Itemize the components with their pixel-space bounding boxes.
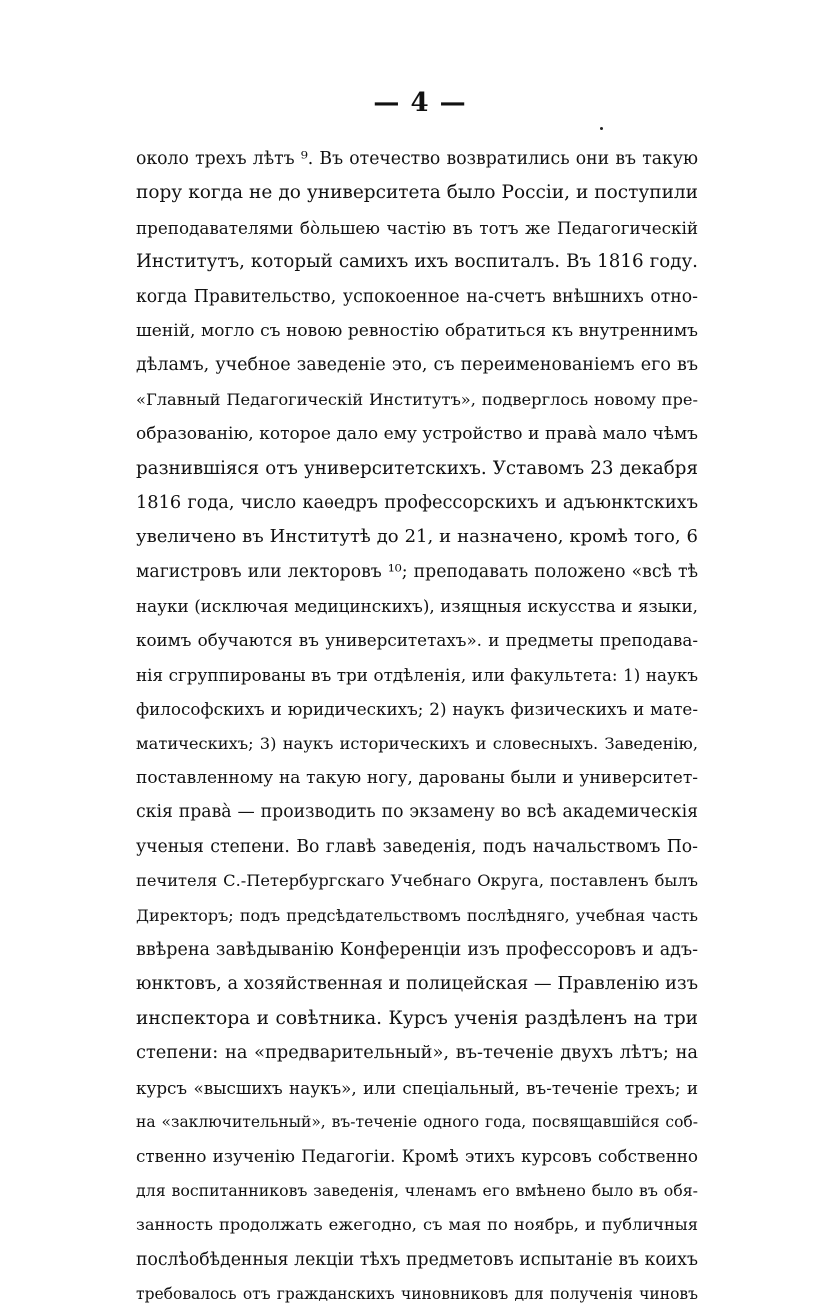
text-line: ученыя степени. Во главѣ заведенія, подъ начальствомъ По-	[136, 836, 698, 857]
text-line: степени: на «предварительный», въ-теченіе двухъ лѣтъ; на	[136, 1043, 698, 1064]
text-line: магистровъ или лекторовъ ¹⁰; преподавать положено «всѣ тѣ	[136, 561, 698, 582]
text-line: науки (исключая медицинскихъ), изящныя искусства и языки,	[136, 596, 698, 617]
text-line: ввѣрена завѣдыванію Конференціи изъ профессоровъ и адъ-	[136, 939, 698, 960]
text-line: для воспитанниковъ заведенія, членамъ его вмѣнено было въ обя-	[136, 1180, 698, 1200]
text-line: ственно изученію Педагогіи. Кромѣ этихъ курсовъ собственно	[136, 1146, 698, 1167]
text-line: Директоръ; подъ предсѣдательствомъ послѣдняго, учебная часть	[136, 905, 698, 925]
text-line: дѣламъ, учебное заведеніе это, съ переименованіемъ его въ	[136, 355, 698, 376]
text-line: шеній, могло съ новою ревностію обратиться къ внутреннимъ	[136, 320, 698, 341]
body-text	[136, 142, 698, 1311]
text-line: преподавателями бо̀льшею частію въ тотъ же Педагогическій	[136, 217, 698, 238]
text-line: юнктовъ, а хозяйственная и полицейская — Правленію изъ	[136, 974, 698, 995]
text-line: нія сгруппированы въ три отдѣленія, или факультета: 1) наукъ	[136, 664, 698, 685]
text-line: послѣобѣденныя лекціи тѣхъ предметовъ испытаніе въ коихъ	[136, 1249, 698, 1270]
text-line: около трехъ лѣтъ ⁹. Въ отечество возвратились они въ такую	[136, 149, 698, 169]
text-line: требовалось отъ гражданскихъ чиновниковъ для полученія чиновъ	[136, 1284, 698, 1303]
text-line: разнившіяся отъ университетскихъ. Уставомъ 23 декабря	[136, 457, 698, 479]
text-line: скія права̀ — производить по экзамену во всѣ академическія	[136, 802, 698, 823]
text-line: коимъ обучаются въ университетахъ». и предметы преподава-	[136, 630, 698, 651]
text-line: увеличено въ Институтѣ до 21, и назначено, кромѣ того, 6	[136, 526, 698, 548]
text-line: занность продолжать ежегодно, съ мая по ноябрь, и публичныя	[136, 1215, 698, 1235]
text-line: курсъ «высшихъ наукъ», или спеціальный, въ-теченіе трехъ; и	[136, 1077, 698, 1098]
print-speck	[600, 127, 603, 130]
text-line: на «заключительный», въ-теченіе одного года, посвящавшійся соб-	[136, 1112, 698, 1131]
text-line: 1816 года, число каѳедръ профессорскихъ и адъюнктскихъ	[136, 492, 698, 513]
page-number: — 4 —	[373, 88, 467, 118]
text-line: «Главный Педагогическій Институтъ», подверглось новому пре-	[136, 389, 698, 409]
text-line: Институтъ, который самихъ ихъ воспиталъ. Въ 1816 году.	[136, 251, 698, 273]
text-line: когда Правительство, успокоенное на-счетъ внѣшнихъ отно-	[136, 286, 698, 307]
text-line: образованію, которое дало ему устройство и права̀ мало чѣмъ	[136, 424, 698, 445]
text-line: философскихъ и юридическихъ; 2) наукъ физическихъ и мате-	[136, 699, 698, 720]
text-line: инспектора и совѣтника. Курсъ ученія раздѣленъ на три	[136, 1007, 698, 1029]
text-line: печителя С.-Петербургскаго Учебнаго Округа, поставленъ былъ	[136, 871, 698, 891]
text-line: пору когда не до университета было Россіи, и поступили	[136, 182, 698, 204]
text-line: матическихъ; 3) наукъ историческихъ и словесныхъ. Заведенію,	[136, 733, 698, 753]
text-line: поставленному на такую ногу, дарованы были и университет-	[136, 768, 698, 789]
